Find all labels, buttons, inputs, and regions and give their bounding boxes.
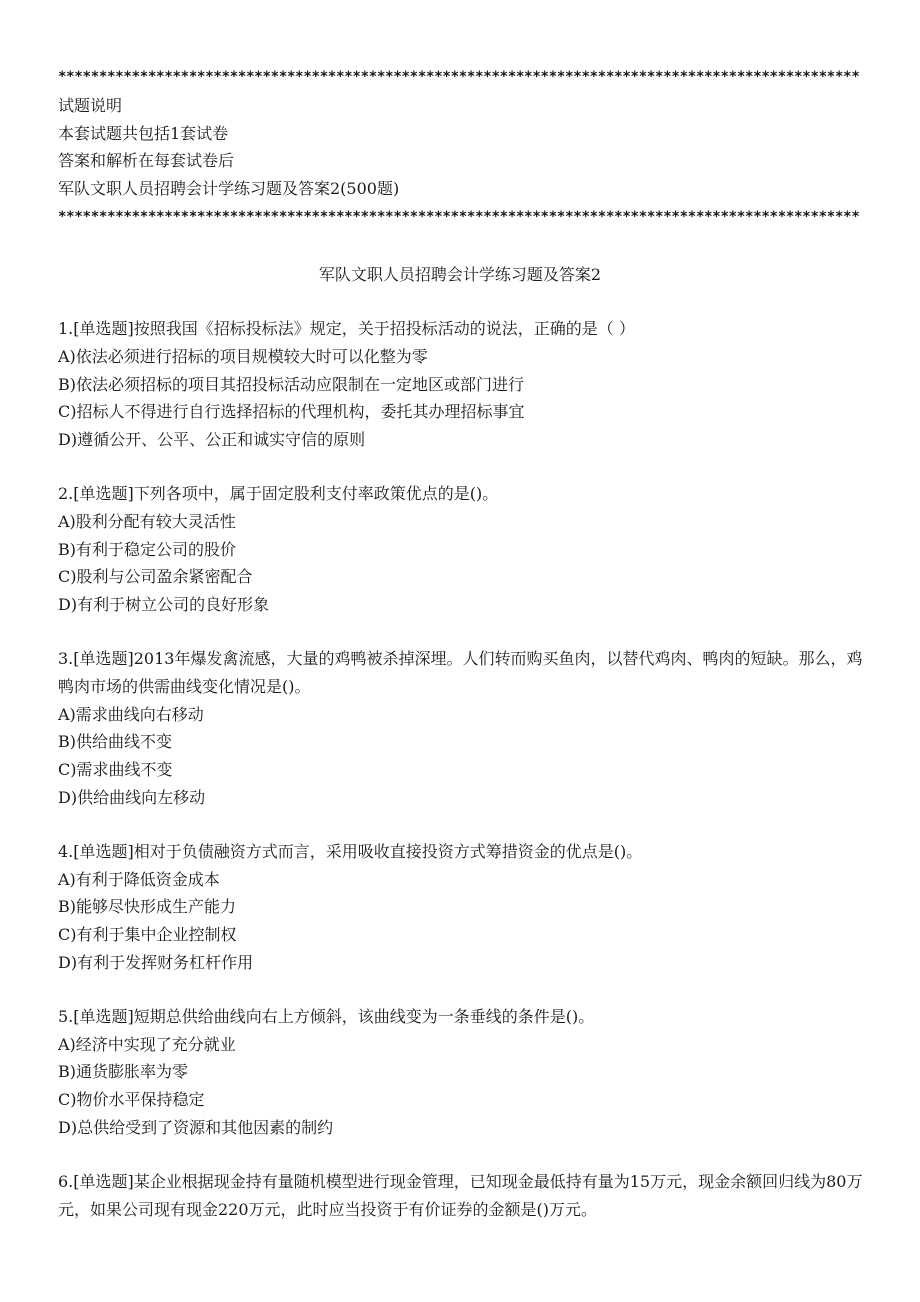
question-option: A)需求曲线向右移动 [58, 704, 204, 724]
question-item [58, 1003, 870, 1142]
intro-label: 试题说明 [58, 96, 123, 115]
question-item [58, 1168, 870, 1224]
question-option: B)能够尽快形成生产能力 [58, 897, 237, 917]
question-stem: 3.[单选题]2013年爆发禽流感，大量的鸡鸭被杀掉深埋。人们转而购买鱼肉，以替代鸡肉、鸭肉的短缺。那么，鸡鸭肉市场的供需曲线变化情况是()。 [58, 648, 863, 696]
question-option: A)有利于降低资金成本 [58, 869, 220, 889]
question-option: C)股利与公司盈余紧密配合 [58, 567, 253, 587]
page-title: 军队文职人员招聘会计学练习题及答案2 [318, 265, 602, 284]
question-option: D)有利于树立公司的良好形象 [58, 595, 270, 615]
question-item [58, 838, 870, 977]
question-option: D)总供给受到了资源和其他因素的制约 [58, 1117, 334, 1137]
question-option: A)经济中实现了充分就业 [58, 1034, 236, 1054]
question-option: A)依法必须进行招标的项目规模较大时可以化整为零 [58, 346, 428, 366]
question-option: C)有利于集中企业控制权 [58, 925, 237, 945]
question-option: D)供给曲线向左移动 [58, 787, 206, 807]
question-stem: 1.[单选题]按照我国《招标投标法》规定，关于招投标活动的说法，正确的是（ ） [58, 319, 635, 338]
question-option: C)物价水平保持稳定 [58, 1090, 205, 1110]
question-item [58, 645, 870, 812]
question-option: D)遵循公开、公平、公正和诚实守信的原则 [58, 430, 366, 450]
intro-line: 答案和解析在每套试卷后 [58, 151, 235, 170]
intro-line: 军队文职人员招聘会计学练习题及答案2(500题) [58, 178, 400, 198]
question-item [58, 480, 870, 619]
question-stem: 5.[单选题]短期总供给曲线向右上方倾斜，该曲线变为一条垂线的条件是()。 [58, 1006, 595, 1026]
separator-bottom: ************************************************************************************************** [58, 210, 860, 224]
question-option: B)通货膨胀率为零 [58, 1062, 189, 1082]
intro-line: 本套试题共包括1套试卷 [58, 123, 229, 143]
question-stem: 6.[单选题]某企业根据现金持有量随机模型进行现金管理，已知现金最低持有量为15万元，现金余额回归线为80万元，如果公司现有现金220万元，此时应当投资于有价证券的金额是()万元。 [58, 1171, 863, 1219]
question-stem: 4.[单选题]相对于负债融资方式而言，采用吸收直接投资方式筹措资金的优点是()。 [58, 841, 643, 861]
question-option: C)需求曲线不变 [58, 760, 173, 780]
question-list [58, 315, 870, 1249]
question-option: D)有利于发挥财务杠杆作用 [58, 952, 254, 972]
question-option: B)依法必须招标的项目其招投标活动应限制在一定地区或部门进行 [58, 374, 525, 394]
question-option: B)供给曲线不变 [58, 732, 173, 752]
question-stem: 2.[单选题]下列各项中，属于固定股利支付率政策优点的是()。 [58, 483, 499, 503]
question-option: C)招标人不得进行自行选择招标的代理机构，委托其办理招标事宜 [58, 402, 525, 422]
question-item [58, 315, 870, 454]
separator-top: ************************************************************************************************** [58, 70, 860, 84]
question-option: A)股利分配有较大灵活性 [58, 511, 236, 531]
question-option: B)有利于稳定公司的股价 [58, 539, 237, 559]
intro-block [58, 92, 399, 202]
